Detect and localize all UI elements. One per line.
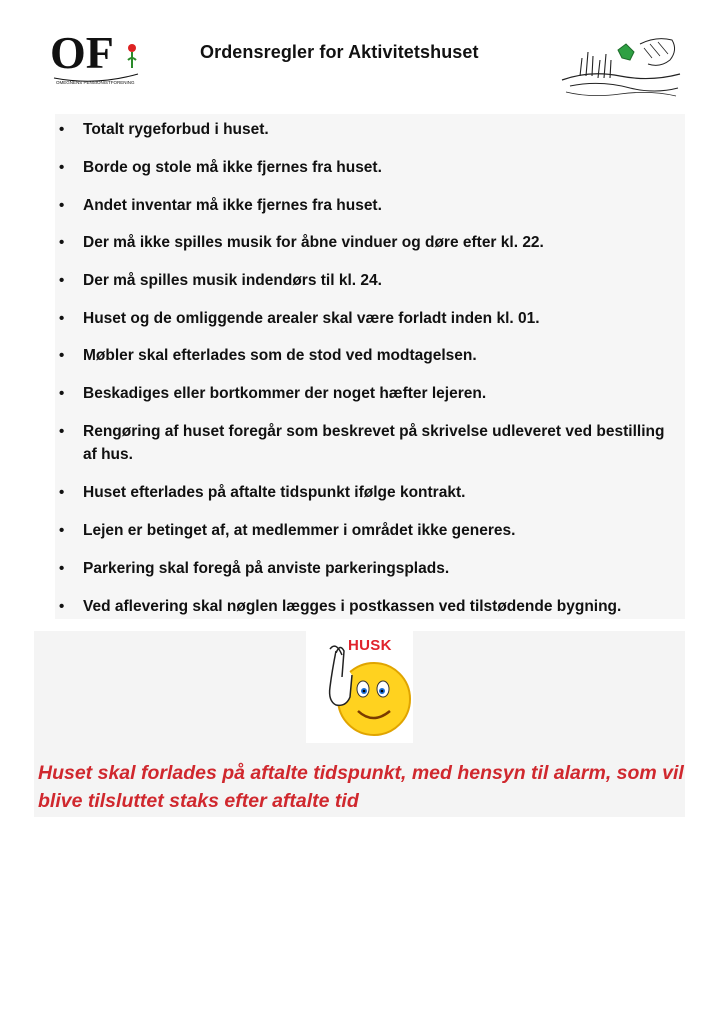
bullet-icon: • [59,197,65,214]
bullet-icon: • [59,484,65,501]
rule-text: Der må spilles musik indendørs til kl. 24. [83,272,382,289]
rule-text: Andet inventar må ikke fjernes fra huset. [83,197,382,214]
list-item [55,595,680,618]
bullet-icon: • [59,310,65,327]
organization-logo [50,28,142,88]
rule-text: Beskadiges eller bortkommer der noget hæfter lejeren. [83,385,487,402]
rule-text: Totalt rygeforbud i huset. [83,121,269,138]
svg-text:OF: OF [50,28,114,78]
bullet-icon: • [59,423,65,440]
bullet-icon: • [59,272,65,289]
reminder-panel [34,631,685,817]
list-item [55,231,680,254]
list-item [55,344,680,367]
list-item [55,557,680,580]
rule-text: Rengøring af huset foregår som beskrevet på skrivelse udleveret ved bestilling af hus. [83,423,665,463]
rule-text: Huset og de omliggende arealer skal være forladt inden kl. 01. [83,310,540,327]
list-item [55,307,680,330]
rule-text: Der må ikke spilles musik for åbne vinduer og døre efter kl. 22. [83,234,544,251]
rules-panel [55,114,685,619]
husk-label: HUSK [348,637,392,654]
list-item [55,420,680,466]
page-title: Ordensregler for Aktivitetshuset [200,42,479,62]
list-item [55,269,680,292]
rule-text: Borde og stole må ikke fjernes fra huset. [83,159,382,176]
document-header [0,0,722,110]
list-item [55,519,680,542]
list-item [55,481,680,504]
bullet-icon: • [59,347,65,364]
bullet-icon: • [59,234,65,251]
bullet-icon: • [59,598,65,615]
list-item [55,156,680,179]
rule-text: Lejen er betinget af, at medlemmer i området ikke generes. [83,522,516,539]
list-item [55,194,680,217]
bullet-icon: • [59,560,65,577]
bullet-icon: • [59,522,65,539]
bullet-icon: • [59,159,65,176]
smiley-crossed-fingers-icon [306,631,413,743]
rule-text: Huset efterlades på aftalte tidspunkt ifølge kontrakt. [83,484,466,501]
rule-text: Ved aflevering skal nøglen lægges i postkassen ved tilstødende bygning. [83,598,622,615]
landscape-sketch-icon [560,30,682,102]
rule-text: Parkering skal foregå på anviste parkeringsplads. [83,560,450,577]
list-item [55,118,680,141]
alarm-warning-text: Huset skal forlades på aftalte tidspunkt, med hensyn til alarm, som vil blive tilsluttet staks efter aftalte tid [38,762,684,812]
logo-subtext: OMEGNENS PENSIONISTFORENING [56,80,135,85]
bullet-icon: • [59,121,65,138]
bullet-icon: • [59,385,65,402]
rule-text: Møbler skal efterlades som de stod ved modtagelsen. [83,347,477,364]
list-item [55,382,680,405]
